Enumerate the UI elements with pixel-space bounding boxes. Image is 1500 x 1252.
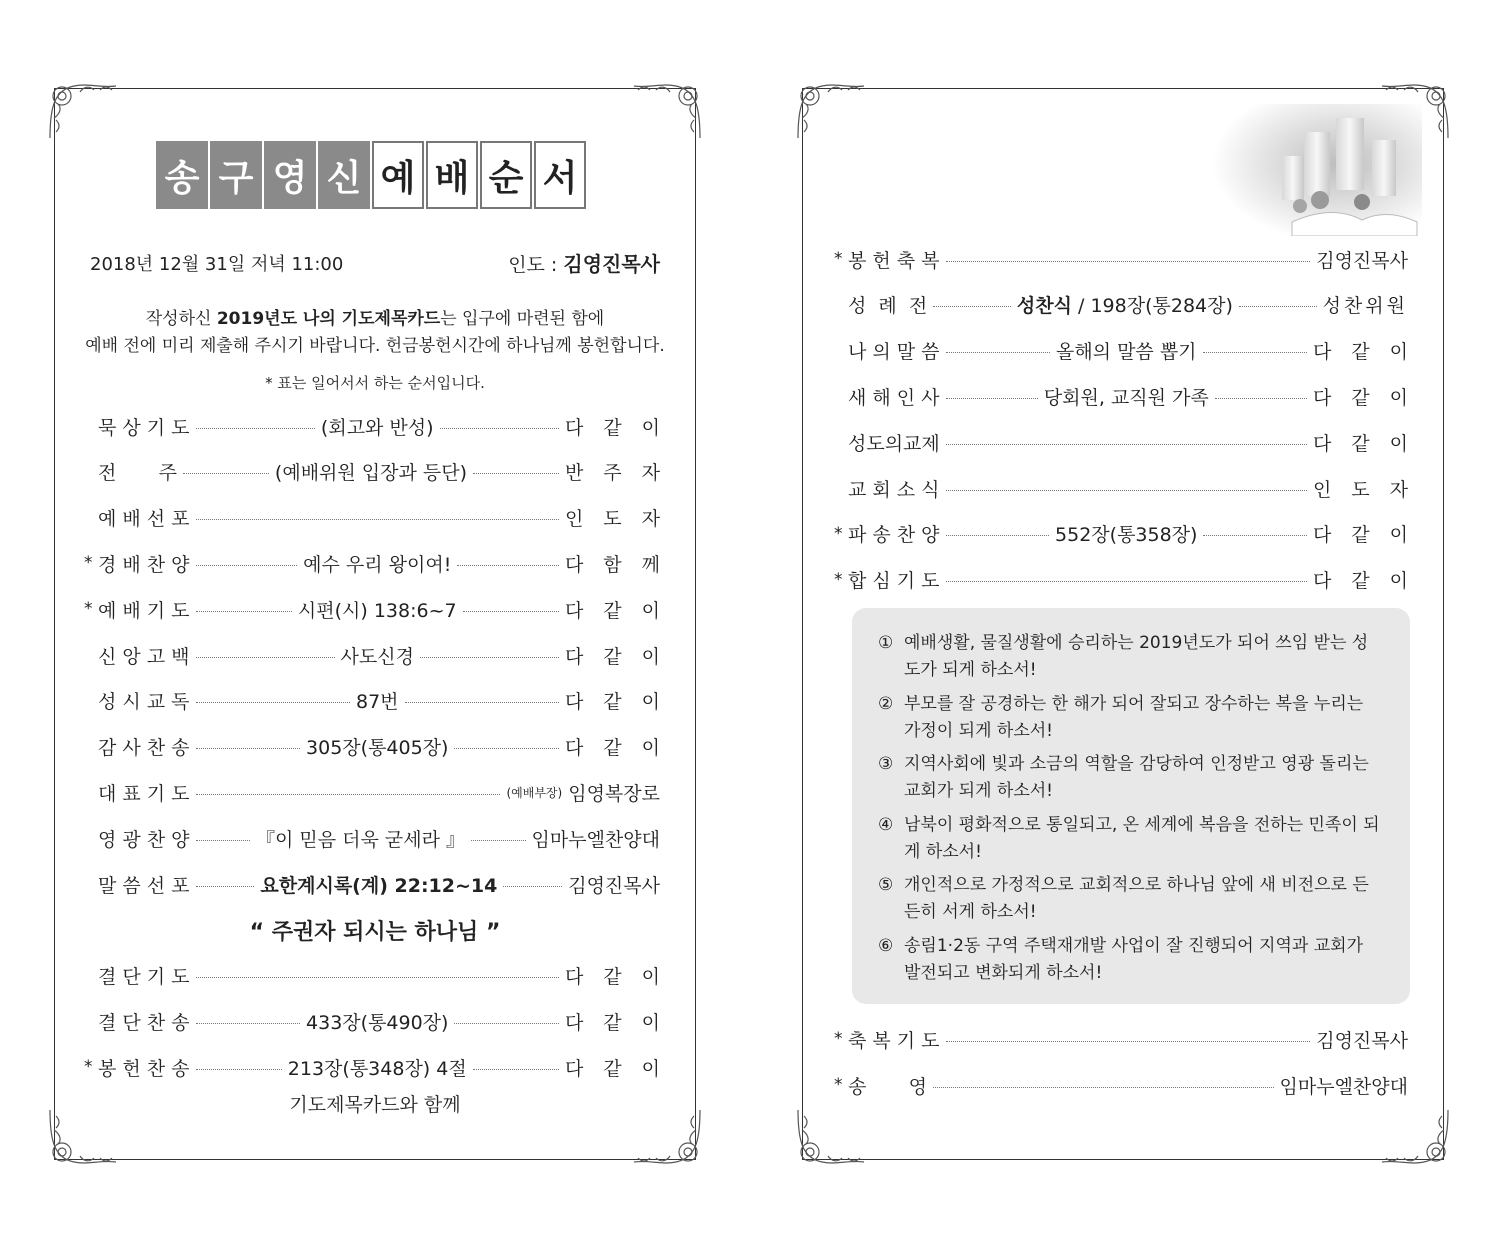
dot-leader	[196, 1023, 300, 1024]
dot-leader	[946, 490, 1307, 491]
dot-leader	[196, 1069, 282, 1070]
right-page	[792, 78, 1454, 1170]
dot-leader	[196, 794, 501, 795]
order-row	[84, 960, 680, 990]
standing-marker: *	[834, 1029, 843, 1049]
dot-leader	[420, 657, 559, 658]
dot-leader	[440, 428, 559, 429]
dot-leader	[1203, 535, 1306, 536]
order-row	[84, 1052, 681, 1082]
order-row	[834, 519, 1428, 549]
order-responder: 다같이	[1312, 524, 1428, 547]
title-char: 배	[426, 141, 478, 209]
dot-leader	[946, 535, 1049, 536]
sermon-title: “ 주권자 되시는 하나님 ”	[249, 920, 501, 945]
title-char: 송	[156, 141, 208, 209]
prayer-text: 송림1·2동 구역 주택재개발 사업이 잘 진행되어 지역과 교회가 발전되고 변화되게 하소서!	[904, 935, 1363, 983]
order-row	[834, 473, 1428, 503]
order-responder: 다같이	[564, 965, 680, 988]
standing-marker: *	[84, 599, 93, 620]
standing-marker: *	[84, 553, 93, 574]
dot-leader	[946, 352, 1050, 353]
order-detail: 213장(통348장) 4절	[287, 1057, 467, 1080]
left-page	[44, 78, 706, 1170]
prayer-text: 남북이 평화적으로 통일되고, 온 세계에 복음을 전하는 민족이 되게 하소서!	[904, 814, 1380, 862]
order-label: 말 씀 선 포	[98, 874, 190, 897]
order-row	[834, 244, 1408, 274]
dot-leader	[196, 977, 559, 978]
dot-leader	[196, 428, 315, 429]
dot-leader	[1203, 352, 1307, 353]
order-responder: 성찬위원	[1322, 295, 1408, 318]
order-row	[84, 777, 660, 807]
dot-leader	[473, 1069, 559, 1070]
notice-text: 는 입구에 마련된 함에	[440, 309, 605, 329]
order-responder: 다같이	[564, 645, 680, 668]
order-responder: 인도자	[564, 508, 680, 531]
title-char: 예	[372, 141, 424, 209]
order-label: 성도의교제	[848, 432, 940, 455]
standing-marker: *	[834, 523, 843, 544]
order-label: 대 표 기 도	[98, 782, 190, 805]
order-responder: 다같이	[564, 1011, 680, 1034]
standing-marker: *	[834, 569, 843, 590]
order-label: 봉 헌 축 복	[848, 249, 940, 272]
order-detail: 요한계시록(계) 22:12~14	[260, 874, 498, 897]
order-detail: 사도신경	[340, 645, 414, 668]
prayer-item	[878, 872, 1384, 926]
order-detail: 성찬식	[1016, 295, 1072, 318]
order-detail: (회고와 반성)	[320, 416, 434, 439]
order-label: 감 사 찬 송	[98, 737, 190, 760]
order-responder: 다같이	[1312, 432, 1428, 455]
notice-text: 작성하신	[145, 309, 217, 329]
order-responder: 다같이	[564, 416, 680, 439]
prayer-topics-box	[852, 608, 1410, 1004]
dot-leader	[946, 444, 1307, 445]
order-responder: 반주자	[564, 462, 680, 485]
order-responder: 임마누엘찬양대	[1279, 1075, 1408, 1098]
prayer-text: 개인적으로 가정적으로 교회적으로 하나님 앞에 새 비전으로 든든히 서게 하소서!	[904, 875, 1369, 922]
order-detail: 552장(통358장)	[1055, 524, 1198, 547]
dot-leader	[946, 261, 1311, 262]
dot-leader	[196, 840, 250, 841]
order-responder: 다같이	[1312, 341, 1429, 364]
responder-role: (예배부장)	[506, 785, 563, 800]
dot-leader	[933, 306, 1011, 307]
order-responder: 인도자	[1312, 478, 1428, 501]
title-char: 서	[534, 141, 586, 209]
order-label: 전 주	[98, 462, 177, 485]
page-title	[156, 141, 586, 209]
order-label: 결 단 찬 송	[98, 1011, 190, 1034]
order-row	[834, 565, 1428, 595]
leader-name: 김영진목사	[563, 252, 660, 276]
prayer-number: ⑤	[878, 875, 894, 895]
order-row	[84, 686, 681, 716]
order-label: 예 배 기 도	[98, 599, 190, 622]
star-note: * 표는 일어서서 하는 순서입니다.	[265, 374, 485, 392]
order-label: 봉 헌 찬 송	[98, 1057, 190, 1080]
order-responder: 김영진목사	[1316, 249, 1408, 272]
order-label: 결 단 기 도	[98, 965, 190, 988]
dot-leader	[946, 581, 1307, 582]
order-responder: 임영복장로	[562, 782, 660, 805]
dot-leader	[196, 519, 559, 520]
prayer-item	[878, 691, 1384, 745]
dot-leader	[183, 473, 269, 474]
order-detail: (예배위원 입장과 등단)	[274, 462, 468, 485]
order-row	[834, 381, 1428, 411]
order-detail: 올해의 말씀 뽑기	[1055, 341, 1197, 364]
title-char: 신	[318, 141, 370, 209]
dot-leader	[196, 886, 255, 887]
order-label: 묵 상 기 도	[98, 416, 190, 439]
order-responder: 다같이	[1312, 386, 1428, 409]
order-detail: 『이 믿음 더욱 굳세라 』	[256, 828, 466, 851]
prayer-item	[878, 630, 1384, 684]
order-responder: 다같이	[564, 599, 680, 622]
order-row	[84, 869, 660, 899]
title-char: 영	[264, 141, 316, 209]
prayer-number: ③	[878, 754, 894, 774]
order-label: 파 송 찬 양	[848, 524, 940, 547]
order-responder: 김영진목사	[568, 874, 660, 897]
title-char: 순	[480, 141, 532, 209]
prayer-number: ②	[878, 693, 894, 714]
order-row	[834, 336, 1429, 366]
dot-leader	[471, 840, 525, 841]
prayer-item	[878, 933, 1384, 987]
order-label: 나 의 말 씀	[848, 341, 940, 364]
order-row	[834, 1024, 1408, 1054]
dot-leader	[457, 565, 559, 566]
order-row	[84, 503, 680, 533]
service-date: 2018년 12월 31일 저녁 11:00	[90, 254, 344, 275]
notice-line-1	[44, 304, 706, 329]
dot-leader	[1239, 306, 1317, 307]
order-responder: 다같이	[1312, 570, 1428, 593]
order-detail-suffix: / 198장(통284장)	[1071, 295, 1233, 318]
order-row	[84, 548, 681, 578]
order-label: 신 앙 고 백	[98, 645, 190, 668]
order-label: 송 영	[848, 1075, 927, 1098]
order-detail: 예수 우리 왕이여!	[303, 553, 452, 576]
prayer-number: ①	[878, 633, 894, 653]
order-detail: 시편(시) 138:6~7	[297, 599, 457, 622]
order-label: 축 복 기 도	[848, 1029, 940, 1052]
order-detail: 87번	[355, 691, 399, 714]
dot-leader	[946, 398, 1038, 399]
service-leader	[508, 248, 660, 277]
order-row	[834, 427, 1428, 457]
standing-marker: *	[834, 1075, 843, 1095]
dot-leader	[503, 886, 562, 887]
order-label: 새 해 인 사	[848, 386, 940, 409]
order-row	[84, 732, 680, 762]
dot-leader	[196, 748, 300, 749]
dot-leader	[405, 702, 559, 703]
dot-leader	[196, 657, 335, 658]
dot-leader	[454, 1023, 558, 1024]
dot-leader	[454, 748, 558, 749]
order-row	[834, 1070, 1408, 1100]
order-row	[84, 457, 680, 487]
order-responder: 김영진목사	[1316, 1029, 1408, 1052]
offering-note: 기도제목카드와 함께	[289, 1094, 461, 1116]
prayer-text: 지역사회에 빛과 소금의 역할을 감당하여 인정받고 영광 돌리는 교회가 되게 하소서!	[904, 754, 1369, 801]
prayer-item	[878, 751, 1384, 805]
title-char: 구	[210, 141, 262, 209]
leader-label: 인도 :	[508, 254, 564, 276]
dot-leader	[946, 1041, 1311, 1042]
prayer-text: 부모를 잘 공경하는 한 해가 되어 잘되고 장수하는 복을 누리는 가정이 되게 하소서!	[904, 693, 1364, 741]
order-label: 영 광 찬 양	[98, 828, 190, 851]
notice-line-2: 예배 전에 미리 제출해 주시기 바랍니다. 헌금봉헌시간에 하나님께 봉헌합니다.	[85, 336, 665, 356]
dot-leader	[196, 702, 350, 703]
order-detail: 305장(통405장)	[306, 737, 449, 760]
order-label: 성 시 교 독	[98, 691, 190, 714]
dot-leader	[463, 611, 559, 612]
dot-leader	[1215, 398, 1307, 399]
order-label: 성 례 전	[848, 295, 928, 318]
order-responder: 다같이	[564, 1057, 681, 1080]
order-label: 합 심 기 도	[848, 570, 940, 593]
order-row	[834, 290, 1408, 320]
order-responder: 다함께	[564, 553, 681, 576]
dot-leader	[196, 611, 292, 612]
dot-leader	[196, 565, 298, 566]
prayer-text: 예배생활, 물질생활에 승리하는 2019년도가 되어 쓰임 받는 성도가 되게 하소서!	[904, 633, 1369, 680]
order-row	[84, 640, 680, 670]
standing-marker: *	[84, 1057, 93, 1077]
notice-bold: 2019년도 나의 기도제목카드	[216, 309, 441, 329]
order-responder: 다같이	[564, 737, 680, 760]
standing-marker: *	[834, 249, 843, 269]
prayer-number: ④	[878, 814, 894, 835]
order-row	[84, 1006, 680, 1036]
dot-leader	[933, 1087, 1274, 1088]
order-responder: 임마누엘찬양대	[531, 828, 660, 851]
order-row	[84, 594, 680, 624]
dot-leader	[473, 473, 559, 474]
order-responder: 다같이	[564, 691, 681, 714]
prayer-number: ⑥	[878, 935, 894, 956]
prayer-item	[878, 812, 1384, 866]
order-label: 경 배 찬 양	[98, 553, 190, 576]
order-row	[84, 823, 660, 853]
order-detail: 433장(통490장)	[306, 1011, 449, 1034]
order-label: 예 배 선 포	[98, 508, 190, 531]
order-detail: 당회원, 교직원 가족	[1043, 386, 1209, 409]
order-label: 교 회 소 식	[848, 478, 940, 501]
order-row	[84, 411, 680, 441]
